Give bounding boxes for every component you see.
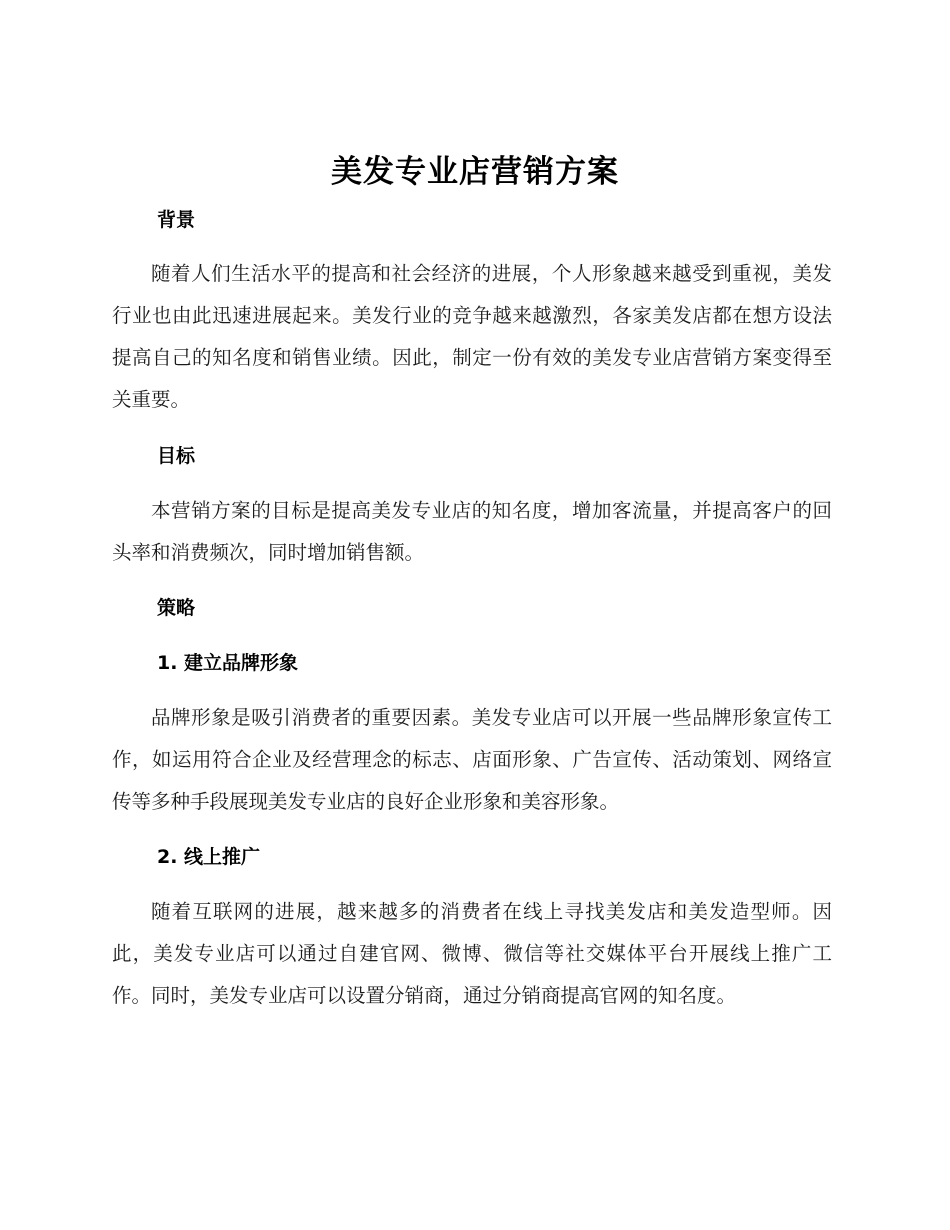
document-title: 美发专业店营销方案 — [331, 154, 619, 190]
section-paragraph-goal: 本营销方案的目标是提高美发专业店的知名度，增加客流量，并提高客户的回头率和消费频次，同时增加销售额。 — [112, 499, 832, 564]
section-paragraph-brand-image: 品牌形象是吸引消费者的重要因素。美发专业店可以开展一些品牌形象宣传工作，如运用符合企业及经营理念的标志、店面形象、广告宣传、活动策划、网络宣传等多种手段展现美发专业店的良好企业形象和美容形象。 — [112, 706, 832, 813]
section-heading-strategy: 策略 — [157, 597, 196, 619]
section-heading-background: 背景 — [157, 209, 196, 231]
section-paragraph-background: 随着人们生活水平的提高和社会经济的进展，个人形象越来越受到重视，美发行业也由此迅速进展起来。美发行业的竞争越来越激烈，各家美发店都在想方设法提高自己的知名度和销售业绩。因此，制定一份有效的美发专业店营销方案变得至关重要。 — [112, 262, 832, 411]
section-heading-brand-image: 1. 建立品牌形象 — [157, 652, 299, 674]
section-heading-online-promotion: 2. 线上推广 — [157, 846, 261, 868]
section-heading-goal: 目标 — [157, 445, 196, 467]
section-paragraph-online-promotion: 随着互联网的进展，越来越多的消费者在线上寻找美发店和美发造型师。因此，美发专业店可以通过自建官网、微博、微信等社交媒体平台开展线上推广工作。同时，美发专业店可以设置分销商，通过分销商提高官网的知名度。 — [112, 900, 832, 1007]
